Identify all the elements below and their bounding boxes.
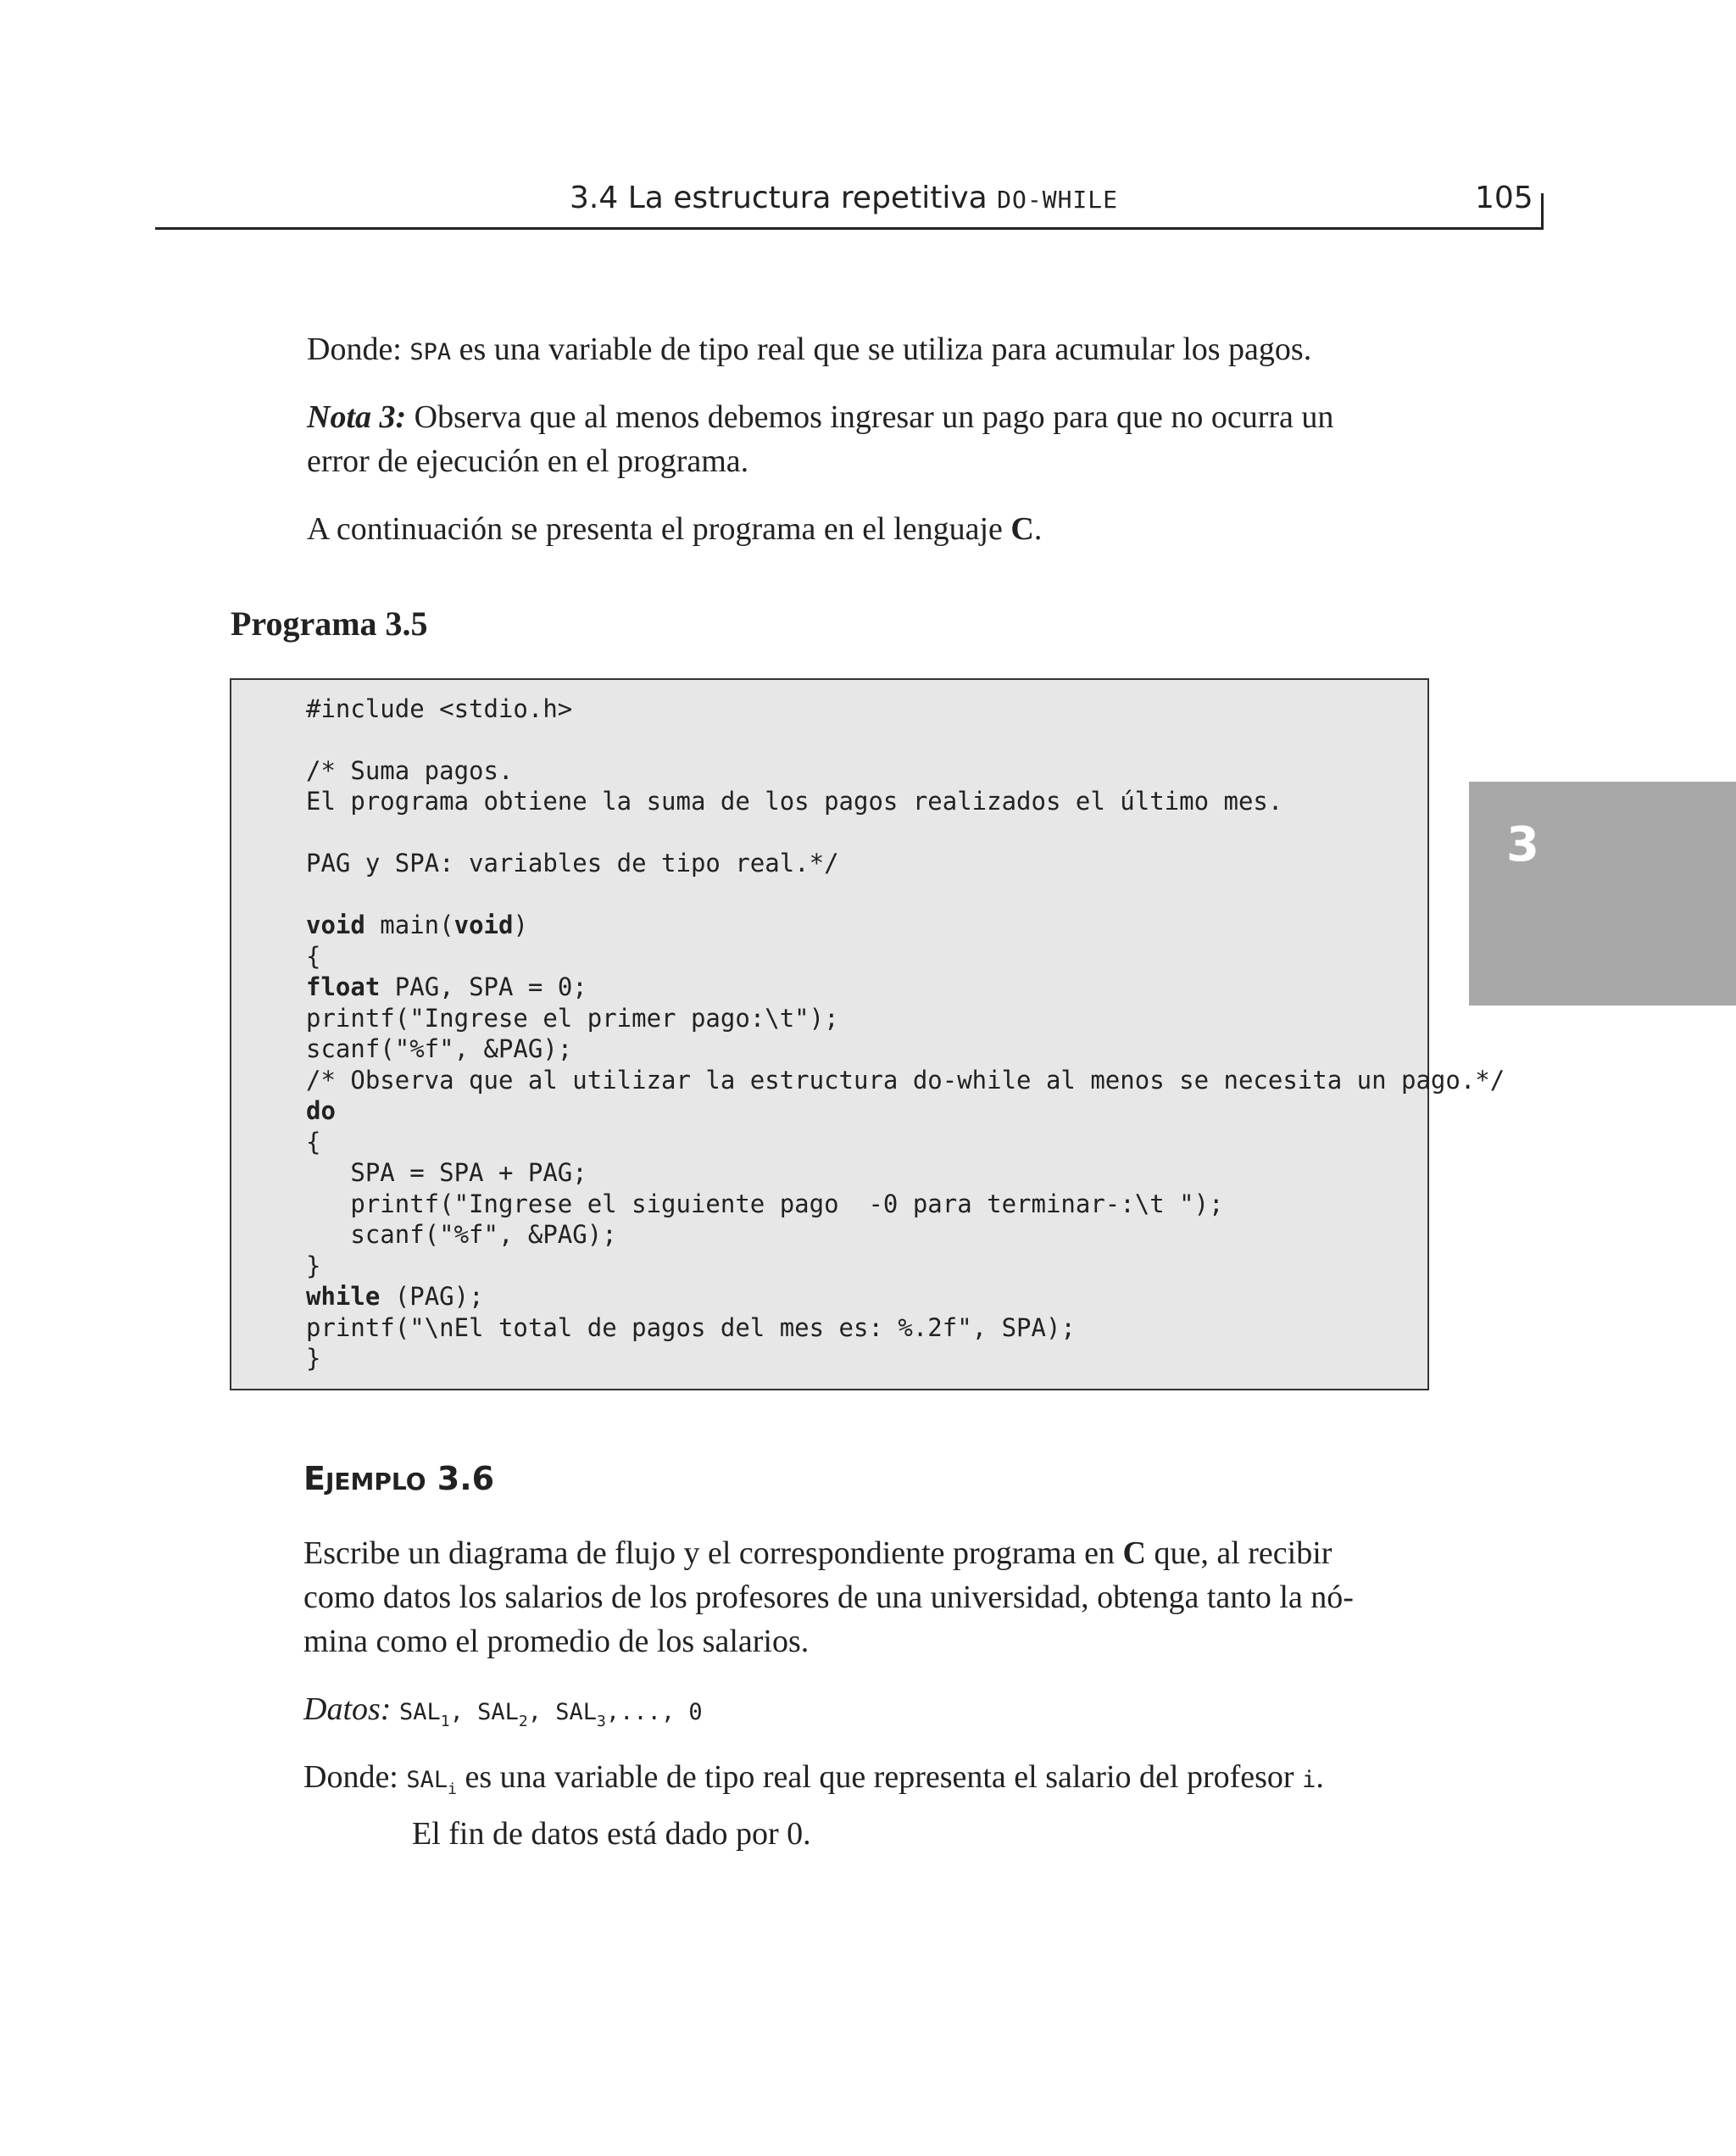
intro-continuation-paragraph	[307, 507, 1042, 551]
code-line: #include <stdio.h>	[306, 694, 573, 723]
note-paragraph	[307, 395, 1333, 483]
code-line: SPA = SPA + PAG;	[306, 1158, 587, 1187]
code-line: scanf("%f", &PAG);	[306, 1034, 573, 1063]
header-title-code: DO-WHILE	[997, 186, 1118, 214]
donde-label: Donde:	[307, 331, 402, 367]
code-line: do	[306, 1096, 336, 1125]
intro-donde-paragraph	[307, 327, 1311, 375]
code-line: printf("\nEl total de pagos del mes es: %.2f", SPA);	[306, 1313, 1076, 1342]
header-rule-tick	[1541, 193, 1544, 230]
header-rule	[155, 227, 1544, 230]
statement-line-1c: que, al recibir	[1154, 1535, 1333, 1571]
example-statement	[303, 1531, 1354, 1663]
chapter-tab	[1469, 782, 1736, 1006]
sal-sub: 1	[440, 1713, 450, 1730]
code-line: void main(void)	[306, 911, 528, 939]
note-label: Nota 3:	[307, 399, 407, 435]
example-donde-paragraph	[303, 1755, 1324, 1856]
continuation-text: A continuación se presenta el programa en el lenguaje	[307, 511, 1003, 547]
running-header	[570, 181, 1118, 215]
code-line: scanf("%f", &PAG);	[306, 1220, 617, 1249]
heading-number: 3.6	[437, 1460, 495, 1497]
datos-label: Datos:	[303, 1691, 392, 1727]
code-line: printf("Ingrese el primer pago:\t");	[306, 1004, 839, 1033]
statement-line-3: mina como el promedio de los salarios.	[303, 1624, 810, 1659]
donde-var: SAL	[406, 1767, 448, 1793]
sep: ,	[527, 1699, 542, 1725]
sal-var: SAL	[555, 1699, 598, 1725]
language-name: C	[1010, 511, 1034, 547]
code-line: El programa obtiene la suma de los pagos realizados el último mes.	[306, 787, 1283, 816]
donde-text: es una variable de tipo real que se utiliza para acumular los pagos.	[459, 331, 1312, 367]
donde-i: i	[1302, 1767, 1316, 1793]
sal-var: SAL	[477, 1699, 519, 1725]
chapter-tab-number: 3	[1506, 817, 1539, 872]
program-title: Programa 3.5	[231, 604, 428, 643]
donde-label: Donde:	[303, 1759, 398, 1795]
continuation-period: .	[1033, 511, 1043, 547]
statement-line-2: como datos los salarios de los profesores de una universidad, obtenga tanto la nó-	[303, 1579, 1354, 1615]
fin-line: El fin de datos está dado por 0.	[412, 1816, 811, 1852]
datos-line	[303, 1687, 703, 1744]
datos-values	[398, 1699, 703, 1730]
page-number: 105	[1475, 181, 1533, 215]
heading-initial: E	[303, 1460, 326, 1497]
sal-sub: 3	[597, 1713, 606, 1730]
sal-var: SAL	[398, 1699, 441, 1725]
code-line: while (PAG);	[306, 1282, 484, 1311]
code-line: printf("Ingrese el siguiente pago -0 para terminar-:\t ");	[306, 1189, 1224, 1218]
datos-tail: ,..., 0	[605, 1699, 703, 1725]
statement-language: C	[1122, 1535, 1146, 1571]
code-listing	[230, 678, 1505, 1390]
statement-line-1a: Escribe un diagrama de flujo y el correspondiente programa en	[303, 1535, 1116, 1571]
sep: ,	[449, 1699, 464, 1725]
donde-end: .	[1316, 1759, 1324, 1795]
note-line-1: Observa que al menos debemos ingresar un pago para que no ocurra un	[406, 399, 1334, 435]
code-line: /* Suma pagos.	[306, 756, 514, 785]
code-line: }	[306, 1251, 321, 1280]
code-line: {	[306, 942, 321, 971]
note-line-2: error de ejecución en el programa.	[307, 443, 749, 479]
donde-rest: es una variable de tipo real que representa el salario del profesor	[465, 1759, 1294, 1795]
code-line: float PAG, SPA = 0;	[306, 972, 587, 1001]
code-line: PAG y SPA: variables de tipo real.*/	[306, 849, 839, 877]
heading-small-caps: JEMPLO	[325, 1468, 426, 1496]
code-line: /* Observa que al utilizar la estructura do-while al menos se necesita un pago.*/	[306, 1066, 1505, 1095]
code-line: {	[306, 1128, 321, 1156]
sal-sub: 2	[518, 1713, 528, 1730]
code-line: }	[306, 1344, 321, 1373]
header-title-text: 3.4 La estructura repetitiva	[570, 181, 988, 215]
spa-variable: SPA	[409, 339, 452, 365]
example-heading	[303, 1460, 494, 1497]
donde-sub: i	[448, 1780, 457, 1798]
